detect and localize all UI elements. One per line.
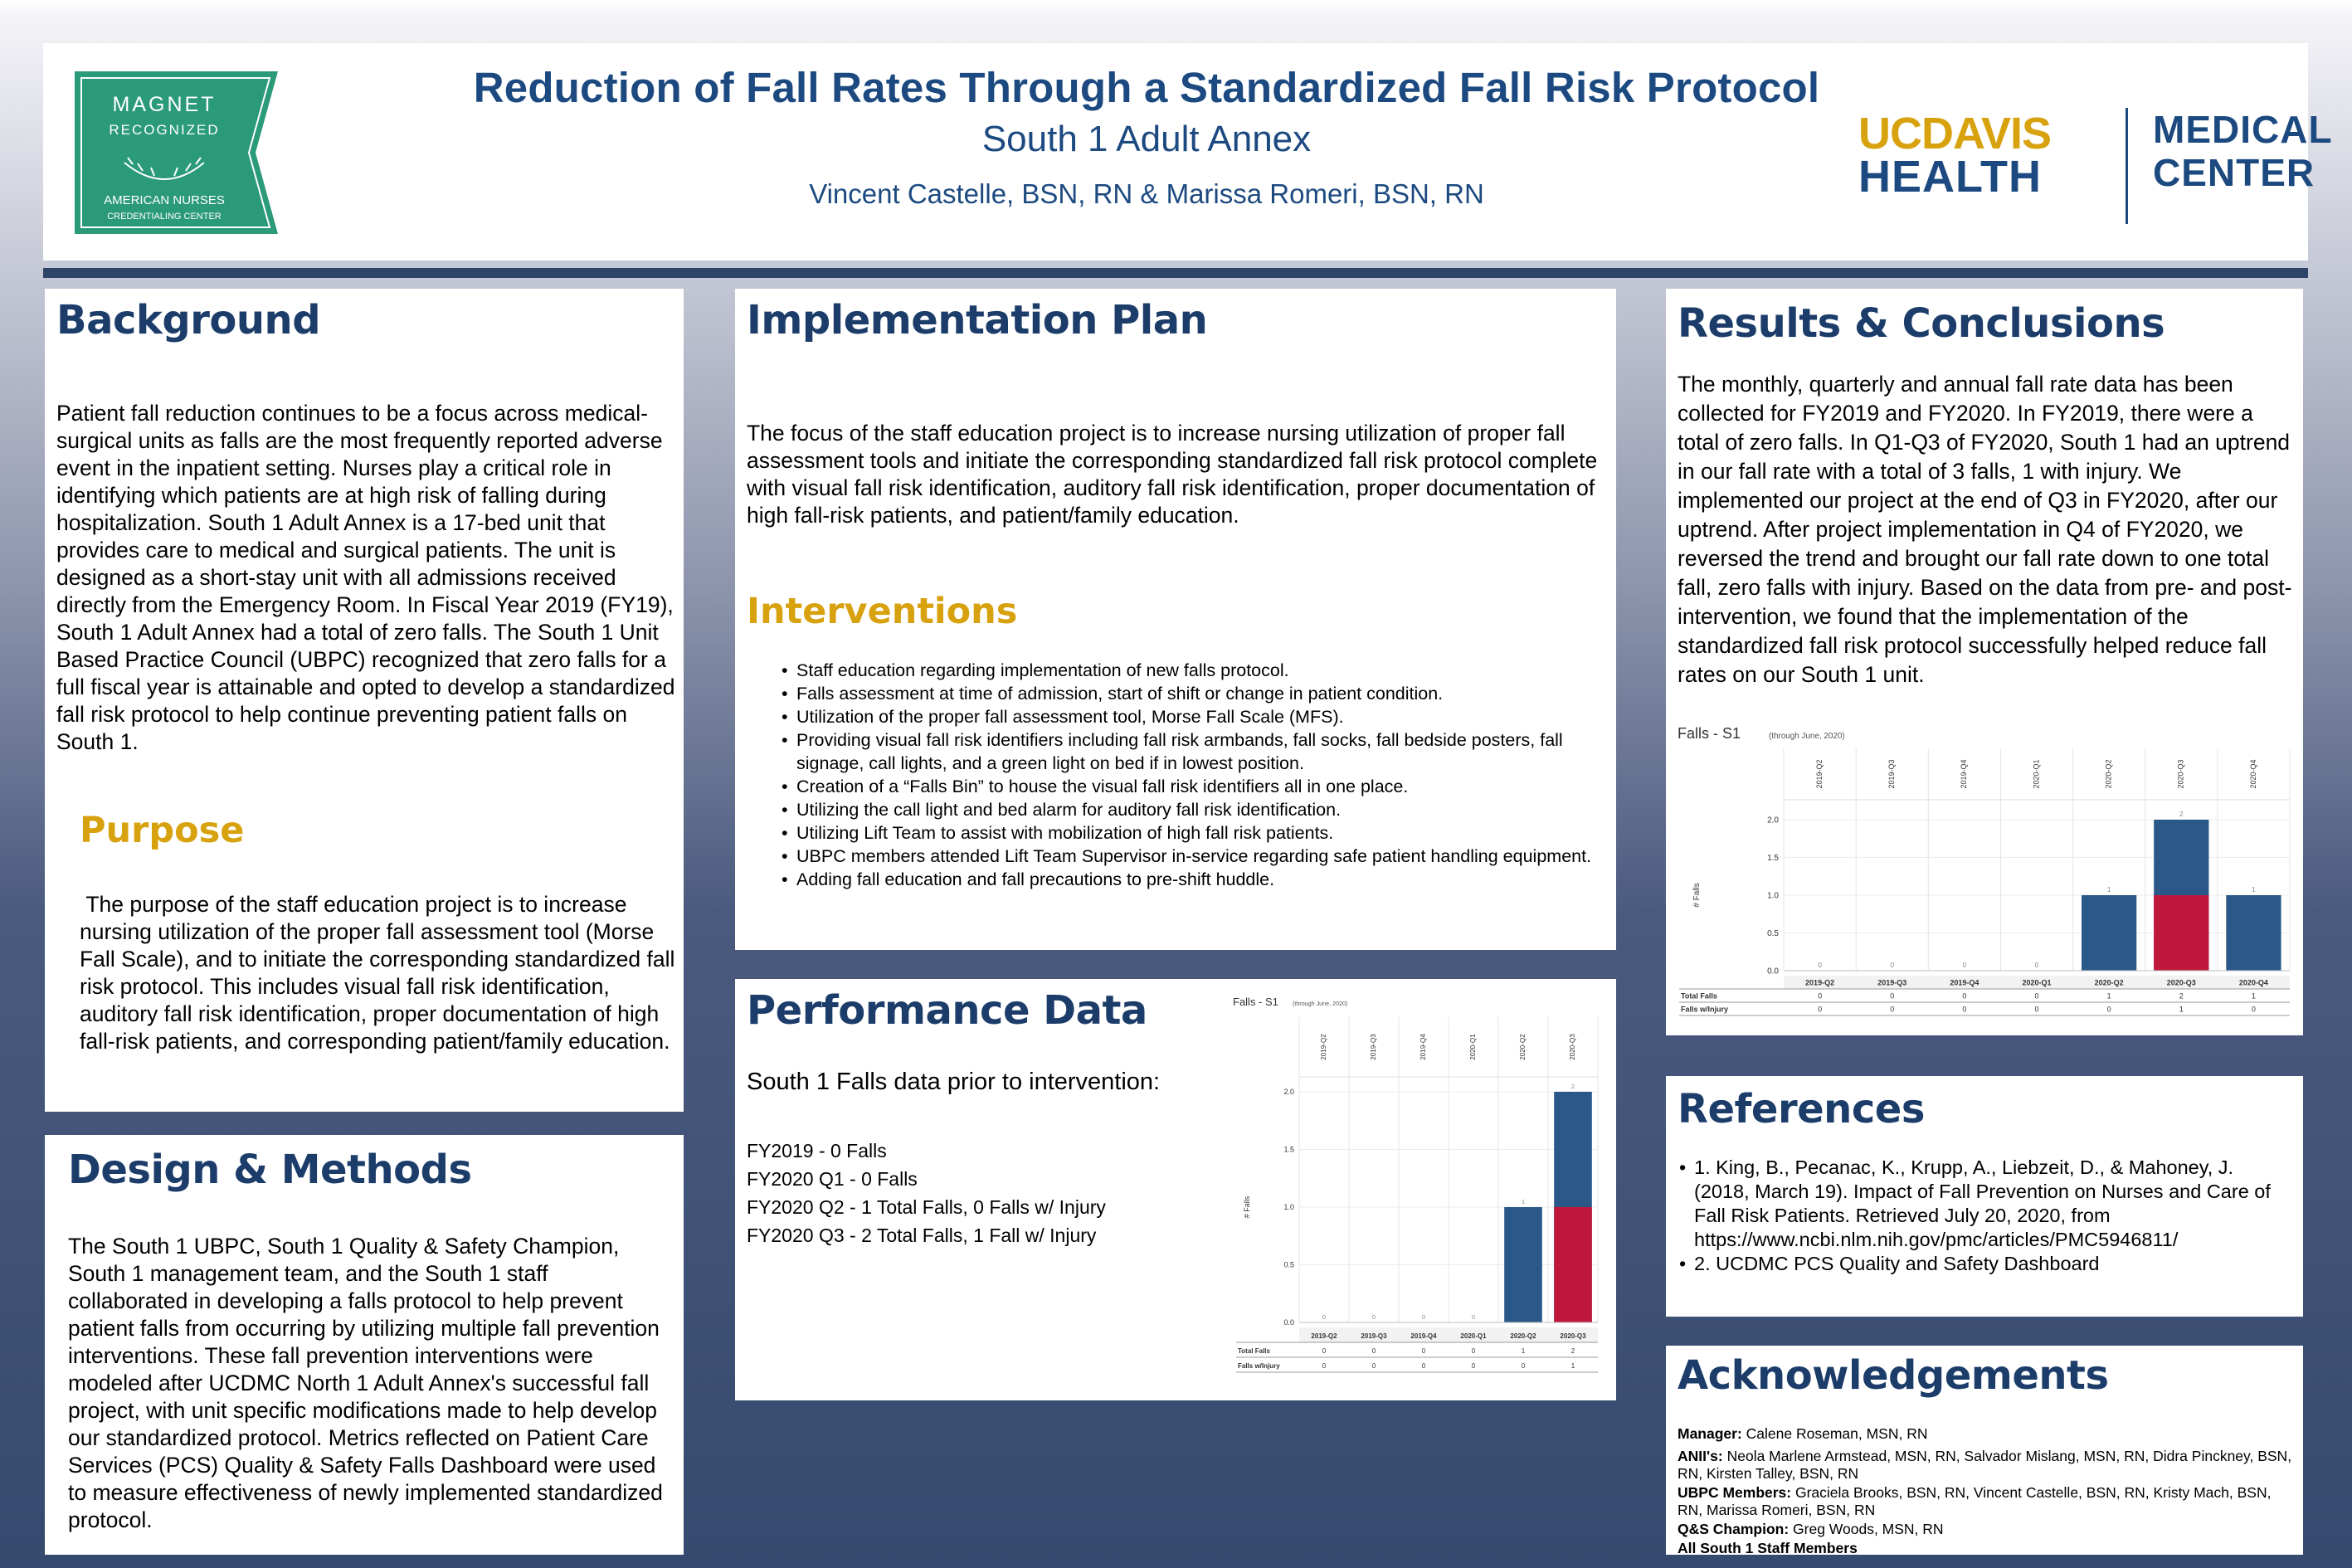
intervention-item: • Providing visual fall risk identifiers including fall risk armbands, fall socks, fall bedside posters, fall signage, call lights, and a green light on bed if in lowest position. [782, 728, 1603, 775]
category-header-label: 2019-Q3 [1370, 1034, 1378, 1060]
ack-ubpc-label: UBPC Members: [1678, 1484, 1792, 1501]
table-cell-value: 1 [2251, 991, 2256, 1001]
table-cell-value: 0 [1421, 1361, 1426, 1370]
table-cell-value: 2 [2179, 991, 2184, 1001]
center-word: CENTER [2153, 151, 2315, 194]
ack-manager-label: Manager: [1678, 1425, 1742, 1442]
table-category-label: 2020-Q4 [2238, 978, 2268, 987]
table-category-label: 2019-Q4 [1410, 1332, 1437, 1340]
results-text: The monthly, quarterly and annual fall rate data has been collected for FY2019 and FY2020. In FY2019, there were a total of zero falls. In Q1-Q3 of FY2020, South 1 had an uptrend in our fall rate with a total of 3 falls, 1 with injury. We implemented our project at the end of Q3 in FY2020, after our uptrend. After project implementation in Q4 of FY2020, we reversed the trend and brought our fall rate down to one total fall, zero falls with injury. Based on the data from pre- and post-intervention, we found that the implementation of the standardized fall risk protocol successfully helped reduce fall rates on our South 1 unit. [1678, 372, 2292, 687]
table-cell-value: 0 [2034, 1005, 2039, 1014]
performance-intro: South 1 Falls data prior to intervention: [747, 1069, 1161, 1095]
magnet-text-1: MAGNET [112, 93, 217, 116]
interventions-heading: Interventions [747, 591, 1018, 632]
table-cell-value: 0 [1371, 1361, 1376, 1370]
category-header-label: 2019-Q4 [1419, 1034, 1428, 1060]
performance-line: FY2019 - 0 Falls [747, 1140, 887, 1161]
table-cell-value: 0 [1890, 1005, 1895, 1014]
ack-ubpc [1678, 1484, 2296, 1519]
header-divider [43, 268, 2308, 278]
table-cell-value: 0 [1521, 1361, 1526, 1370]
background-panel [45, 289, 684, 1112]
magnet-text-2: RECOGNIZED [109, 122, 220, 138]
purpose-text: The purpose of the staff education project is to increase nursing utilization of the proper fall assessment tool (Morse Fall Scale), and to initiate the corresponding standardized fall risk protocol. This includes visual fall risk identification, auditory fall risk identification, proper documentation of high fall-risk patients, and corresponding patient/family education. [80, 892, 681, 1054]
table-cell-value: 0 [1471, 1346, 1476, 1355]
category-header-label: 2020-Q2 [2104, 759, 2113, 789]
table-row-label: Total Falls [1238, 1346, 1270, 1355]
table-category-label: 2020-Q2 [2094, 978, 2124, 987]
table-category-label: 2020-Q1 [2022, 978, 2052, 987]
poster-title: Reduction of Fall Rates Through a Standardized Fall Risk Protocol [473, 64, 1820, 111]
bar-value-label: 0 [1962, 961, 1967, 969]
performance-line: FY2020 Q1 - 0 Falls [747, 1168, 918, 1190]
design-methods-heading: Design & Methods [68, 1147, 472, 1193]
falls-chart-pre [1233, 987, 1606, 1394]
medical-center-wordmark [2153, 108, 2333, 194]
acknowledgements-heading: Acknowledgements [1678, 1352, 2109, 1399]
table-cell-value: 0 [1818, 991, 1823, 1001]
table-cell-value: 1 [1570, 1361, 1575, 1370]
y-tick-label: 0.0 [1283, 1318, 1294, 1327]
y-tick-label: 1.5 [1767, 854, 1779, 863]
performance-heading: Performance Data [747, 987, 1147, 1034]
category-header-label: 2020-Q3 [1569, 1034, 1577, 1060]
bar-value-label: 0 [1818, 961, 1822, 969]
bar-falls-injury [1554, 1207, 1592, 1322]
y-tick-label: 0.0 [1767, 967, 1779, 976]
table-category-label: 2019-Q4 [1950, 978, 1979, 987]
bar-value-label: 0 [2034, 961, 2039, 969]
bar-value-label: 1 [2106, 885, 2111, 894]
table-category-label: 2020-Q1 [1460, 1332, 1487, 1340]
title-block [292, 63, 2001, 210]
table-cell-value: 0 [1322, 1361, 1327, 1370]
performance-line: FY2020 Q3 - 2 Total Falls, 1 Fall w/ Injury [747, 1225, 1097, 1246]
y-tick-label: 0.5 [1767, 929, 1779, 938]
performance-line: FY2020 Q2 - 1 Total Falls, 0 Falls w/ Injury [747, 1196, 1106, 1218]
bar-value-label: 1 [2252, 885, 2256, 894]
bar-total-falls [2082, 895, 2136, 971]
interventions-list [782, 659, 1603, 891]
acknowledgements-panel [1666, 1346, 2303, 1555]
implementation-text: The focus of the staff education project is to increase nursing utilization of proper fall assessment tools and initiate the corresponding standardized fall risk protocol complete with visual fall risk identification, auditory fall risk identification, proper documentation of high fall-risk patients, and patient/family education. [747, 421, 1598, 528]
magnet-text-3: AMERICAN NURSES [104, 193, 225, 207]
ack-manager [1678, 1425, 2296, 1443]
table-cell-value: 0 [1890, 991, 1895, 1001]
health-wordmark: HEALTH [1858, 152, 2042, 202]
table-category-label: 2019-Q2 [1311, 1332, 1337, 1340]
category-header-label: 2020-Q3 [2176, 759, 2185, 789]
table-cell-value: 0 [1322, 1346, 1327, 1355]
ack-qs [1678, 1521, 2296, 1538]
category-header-label: 2019-Q4 [1960, 759, 1969, 789]
reference-item: • 2. UCDMC PCS Quality and Safety Dashboard [1679, 1252, 2293, 1276]
bar-value-label: 0 [1890, 961, 1895, 969]
design-methods-panel [45, 1135, 684, 1555]
poster-authors: Vincent Castelle, BSN, RN & Marissa Romeri, BSN, RN [809, 178, 1484, 209]
table-category-label: 2019-Q3 [1877, 978, 1907, 987]
intervention-item: • UBPC members attended Lift Team Supervisor in-service regarding safe patient handling equipment. [782, 845, 1603, 868]
ack-qs-names: Greg Woods, MSN, RN [1789, 1521, 1944, 1537]
ack-anii [1678, 1448, 2296, 1483]
table-cell-value: 2 [1570, 1346, 1575, 1355]
logo-divider [2126, 108, 2128, 224]
category-header-label: 2020-Q1 [2032, 759, 2041, 789]
implementation-panel [735, 289, 1616, 950]
performance-lines [747, 1137, 1106, 1249]
y-tick-label: 1.5 [1283, 1145, 1294, 1154]
category-header-label: 2020-Q4 [2248, 759, 2257, 789]
purpose-heading: Purpose [80, 810, 245, 851]
table-category-label: 2020-Q2 [1510, 1332, 1536, 1340]
table-cell-value: 0 [1371, 1346, 1376, 1355]
performance-panel [735, 979, 1616, 1400]
table-row-label: Falls w/Injury [1238, 1361, 1280, 1370]
chart-title: Falls - S1 [1678, 725, 1741, 742]
table-cell-value: 1 [2179, 1005, 2184, 1014]
table-row-label: Falls w/Injury [1681, 1005, 1729, 1014]
category-header-label: 2019-Q2 [1814, 759, 1824, 789]
category-header-label: 2020-Q1 [1469, 1034, 1478, 1060]
references-heading: References [1678, 1086, 1925, 1132]
y-tick-label: 0.5 [1283, 1260, 1294, 1269]
ack-all-staff [1678, 1540, 2296, 1557]
background-text: Patient fall reduction continues to be a focus across medical-surgical units as falls are the most frequently reported adverse event in the inpatient setting. Nurses play a critical role in identifying which patients are at high risk of falling during hospitalization. South 1 Adult Annex is a 17-bed unit that provides care to medical and surgical patients. The unit is designed as a short-stay unit with all admissions received directly from the Emergency Room. In Fiscal Year 2019 (FY19), South 1 Adult Annex had a total of zero falls. The South 1 Unit Based Practice Council (UBPC) recognized that zero falls for a full fiscal year is attainable and opted to develop a standardized fall risk protocol to help continue preventing patient falls on South 1. [56, 401, 675, 754]
y-tick-label: 2.0 [1283, 1088, 1294, 1097]
reference-item: • 1. King, B., Pecanac, K., Krupp, A., Liebzeit, D., & Mahoney, J. (2018, March 19). Impact of Fall Prevention on Nurses and Care of Fall Risk Patients. Retrieved July 20, 2020, from https://www.ncbi.nlm.nih.gov/pmc/articles/PMC5946811/ [1679, 1156, 2293, 1252]
ack-manager-names: Calene Roseman, MSN, RN [1741, 1425, 1928, 1442]
ack-ubpc-names: Graciela Brooks, BSN, RN, Vincent Castelle, BSN, RN, Kristy Mach, BSN, RN, Marissa Romeri, BSN, RN [1678, 1484, 2272, 1518]
chart-title: Falls - S1 [1233, 996, 1278, 1008]
table-row-label: Total Falls [1681, 991, 1717, 1001]
y-tick-label: 2.0 [1767, 816, 1779, 825]
bar-total-falls [2226, 895, 2281, 971]
bar-value-label: 1 [1521, 1198, 1526, 1205]
y-tick-label: 1.0 [1767, 891, 1779, 901]
intervention-item: • Staff education regarding implementation of new falls protocol. [782, 659, 1603, 682]
ack-anii-names: Neola Marlene Armstead, MSN, RN, Salvador Mislang, MSN, RN, Didra Pinckney, BSN, RN, Kirsten Talley, BSN, RN [1678, 1448, 2292, 1482]
bar-value-label: 0 [1322, 1313, 1327, 1321]
bar-total-falls [1504, 1207, 1542, 1322]
ucdavis-wordmark: UCDAVIS [1858, 109, 2052, 158]
table-category-label: 2019-Q2 [1805, 978, 1835, 987]
magnet-text-4: CREDENTIALING CENTER [107, 212, 222, 222]
intervention-item: • Utilization of the proper fall assessment tool, Morse Fall Scale (MFS). [782, 705, 1603, 728]
ack-all-staff-text: All South 1 Staff Members [1678, 1540, 1858, 1556]
ack-anii-label: ANII's: [1678, 1448, 1723, 1464]
results-heading: Results & Conclusions [1678, 300, 2165, 347]
table-cell-value: 0 [2034, 991, 2039, 1001]
ucdavis-health-logo [1858, 108, 2333, 232]
bar-falls-injury [2154, 895, 2208, 971]
category-header-label: 2020-Q2 [1519, 1034, 1527, 1060]
bar-value-label: 2 [2179, 810, 2184, 818]
poster-subtitle: South 1 Adult Annex [981, 119, 1312, 159]
table-cell-value: 0 [1962, 991, 1967, 1001]
intervention-item: • Utilizing Lift Team to assist with mobilization of high fall risk patients. [782, 821, 1603, 845]
table-cell-value: 0 [2106, 1005, 2111, 1014]
intervention-item: • Adding fall education and fall precautions to pre-shift huddle. [782, 868, 1603, 891]
poster-header [43, 43, 2333, 261]
chart-subtitle: (through June, 2020) [1769, 732, 1845, 741]
implementation-heading: Implementation Plan [747, 297, 1208, 343]
intervention-item: • Falls assessment at time of admission, start of shift or change in patient condition. [782, 682, 1603, 705]
y-tick-label: 1.0 [1283, 1203, 1294, 1212]
falls-chart-post [1678, 720, 2295, 1029]
chart-subtitle: (through June, 2020) [1293, 1001, 1348, 1007]
intervention-item: • Utilizing the call light and bed alarm for auditory fall risk identification. [782, 798, 1603, 821]
table-category-label: 2020-Q3 [1560, 1332, 1586, 1340]
category-header-label: 2019-Q3 [1887, 759, 1897, 789]
table-header-bg [1299, 1327, 1598, 1342]
magnet-recognized-logo [75, 71, 278, 234]
table-cell-value: 1 [1521, 1346, 1526, 1355]
bar-value-label: 2 [1570, 1083, 1575, 1090]
acknowledgements-body [1678, 1425, 2296, 1557]
table-cell-value: 1 [2106, 991, 2111, 1001]
design-methods-text: The South 1 UBPC, South 1 Quality & Safety Champion, South 1 management team, and the South 1 staff collaborated in developing a falls protocol to help prevent patient falls from occurring by utilizing multiple fall prevention interventions. These fall prevention interventions were modeled after UCDMC North 1 Adult Annex's successful fall project, with unit specific modifications made to help develop our standardized protocol. Metrics reflected on Patient Care Services (PCS) Quality & Safety Falls Dashboard were used to measure effectiveness of newly implemented standardized protocol. [68, 1234, 663, 1532]
table-cell-value: 0 [1962, 1005, 1967, 1014]
results-panel [1666, 289, 2303, 1035]
references-panel [1666, 1076, 2303, 1317]
background-heading: Background [56, 297, 321, 343]
table-category-label: 2020-Q3 [2166, 978, 2196, 987]
table-cell-value: 0 [1818, 1005, 1823, 1014]
table-cell-value: 0 [2251, 1005, 2256, 1014]
category-header-label: 2019-Q2 [1320, 1034, 1328, 1060]
table-cell-value: 0 [1421, 1346, 1426, 1355]
references-list [1679, 1156, 2293, 1276]
bar-value-label: 0 [1471, 1313, 1476, 1321]
ack-qs-label: Q&S Champion: [1678, 1521, 1790, 1537]
y-axis-label: # Falls [1243, 1195, 1251, 1219]
table-cell-value: 0 [1471, 1361, 1476, 1370]
intervention-item: • Creation of a “Falls Bin” to house the visual fall risk identifiers all in one place. [782, 775, 1603, 798]
medical-word: MEDICAL [2153, 108, 2333, 151]
bar-value-label: 0 [1421, 1313, 1426, 1321]
y-axis-label: # Falls [1692, 883, 1702, 908]
bar-value-label: 0 [1371, 1313, 1376, 1321]
table-category-label: 2019-Q3 [1361, 1332, 1387, 1340]
